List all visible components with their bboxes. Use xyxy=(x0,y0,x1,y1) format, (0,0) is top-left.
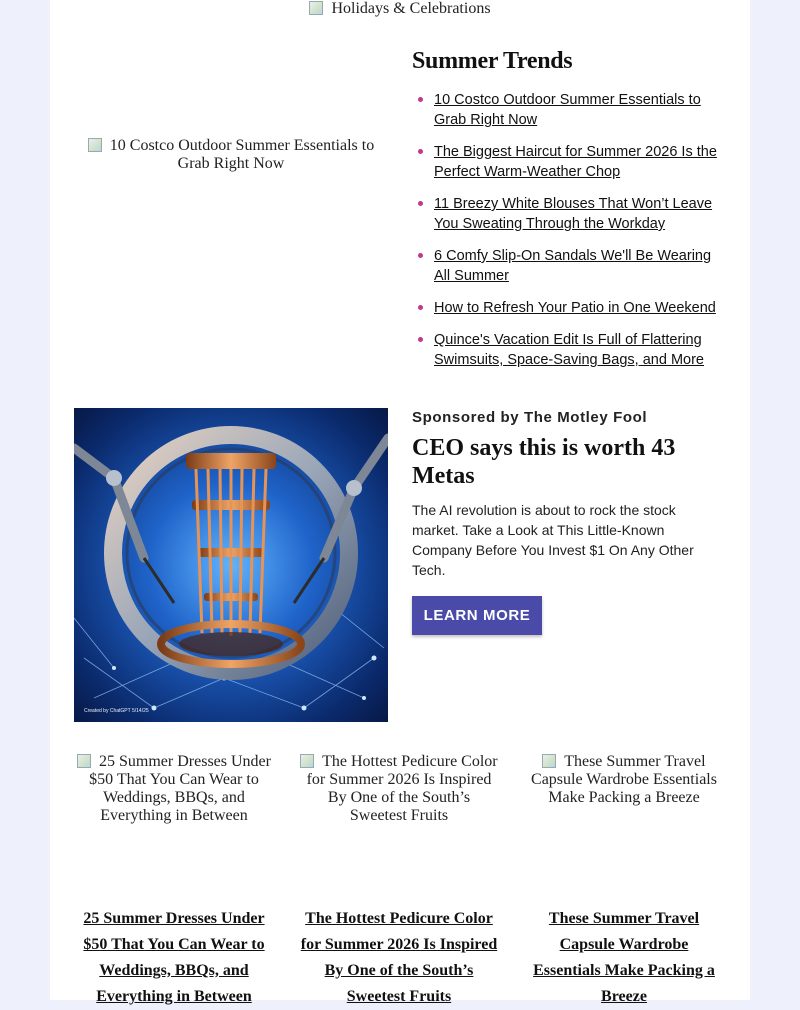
card-title-link[interactable]: These Summer Travel Capsule Wardrobe Essentials Make Packing a Breeze xyxy=(533,910,715,1005)
ad-image-credit: Created by ChatGPT 5/14/25 xyxy=(84,708,149,714)
card-image[interactable] xyxy=(524,753,724,807)
trend-link[interactable]: 10 Costco Outdoor Summer Essentials to Grab Right Now xyxy=(434,92,701,128)
card-title-link[interactable]: 25 Summer Dresses Under $50 That You Can Wear to Weddings, BBQs, and Everything in Between xyxy=(83,910,265,1005)
card-image-alt: The Hottest Pedicure Color for Summer 2026 Is Inspired By One of the South’s Sweetest Fruits xyxy=(306,753,498,824)
ad-headline[interactable]: CEO says this is worth 43 Metas xyxy=(412,435,676,489)
hero-image-alt: Holidays & Celebrations xyxy=(331,0,491,17)
list-item xyxy=(412,194,722,234)
trend-link[interactable]: 11 Breezy White Blouses That Won’t Leave You Sweating Through the Workday xyxy=(434,196,713,232)
hero-image[interactable] xyxy=(50,0,750,18)
card-image[interactable] xyxy=(74,753,274,825)
email-content xyxy=(50,0,750,1005)
card-title xyxy=(74,906,274,1010)
broken-image-icon xyxy=(300,754,314,768)
card-title xyxy=(524,906,724,1010)
trend-link[interactable]: The Biggest Haircut for Summer 2026 Is the Perfect Warm-Weather Chop xyxy=(434,144,717,180)
ad-body-text: The AI revolution is about to rock the stock market. Take a Look at This Little-Known Company Before You Invest $1 On Any Other Tech. xyxy=(412,502,694,578)
trend-feature-image[interactable] xyxy=(74,137,388,173)
card-title-link[interactable]: The Hottest Pedicure Color for Summer 2026 Is Inspired By One of the South’s Sweetest Fruits xyxy=(300,910,498,1005)
list-item xyxy=(412,90,722,130)
section-title: Summer Trends xyxy=(412,48,573,74)
trend-link[interactable]: 6 Comfy Slip-On Sandals We'll Be Wearing All Summer xyxy=(434,248,712,284)
broken-image-icon xyxy=(309,1,323,15)
list-item xyxy=(412,142,722,182)
trend-list xyxy=(412,90,722,382)
card-image[interactable] xyxy=(299,753,499,825)
learn-more-button[interactable]: LEARN MORE xyxy=(412,596,542,635)
broken-image-icon xyxy=(77,754,91,768)
trend-feature-image-alt: 10 Costco Outdoor Summer Essentials to Grab Right Now xyxy=(109,137,375,172)
ad-image[interactable] xyxy=(74,408,388,722)
list-item xyxy=(412,330,722,370)
quantum-computer-illustration xyxy=(74,408,388,722)
card-title xyxy=(299,906,499,1010)
card-image-alt: These Summer Travel Capsule Wardrobe Essentials Make Packing a Breeze xyxy=(531,753,717,806)
trend-link[interactable]: Quince's Vacation Edit Is Full of Flattering Swimsuits, Space-Saving Bags, and More xyxy=(434,332,704,368)
list-item xyxy=(412,246,722,286)
broken-image-icon xyxy=(542,754,556,768)
ad-sponsor-label: Sponsored by The Motley Fool xyxy=(412,409,648,426)
trend-link[interactable]: How to Refresh Your Patio in One Weekend xyxy=(434,300,716,316)
card-image-alt: 25 Summer Dresses Under $50 That You Can Wear to Weddings, BBQs, and Everything in Between xyxy=(89,753,271,824)
broken-image-icon xyxy=(88,138,102,152)
list-item xyxy=(412,298,722,318)
